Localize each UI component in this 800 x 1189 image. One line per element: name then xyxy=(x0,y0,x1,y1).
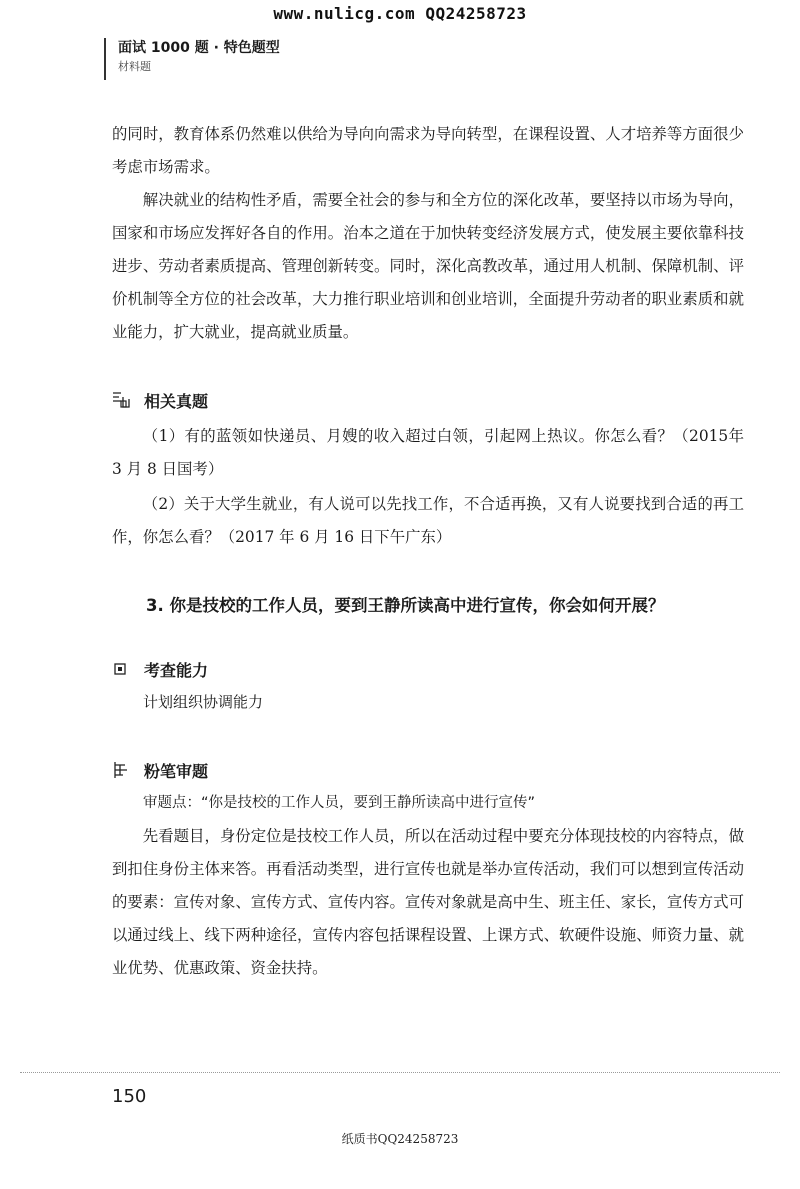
analysis-point: 审题点：“你是技校的工作人员，要到王静所读高中进行宣传” xyxy=(143,795,536,811)
related-item: （1）有的蓝领如快递员、月嫂的收入超过白领，引起网上热议。你怎么看？（2015年 3 月 8 日国考） xyxy=(112,427,744,478)
running-head xyxy=(104,38,280,80)
ability-section-header xyxy=(112,657,208,681)
grid-pen-icon xyxy=(112,761,130,779)
analysis-heading: 粉笔审题 xyxy=(144,761,209,781)
ability-value: 计划组织协调能力 xyxy=(143,693,264,711)
ability-heading: 考查能力 xyxy=(144,660,209,680)
footer-divider xyxy=(20,1072,780,1073)
question-title: 3. 你是技校的工作人员，要到王静所读高中进行宣传，你会如何开展？ xyxy=(146,596,665,615)
page-number: 150 xyxy=(112,1086,147,1107)
section-subtitle: 材料题 xyxy=(118,60,151,73)
related-section-header xyxy=(112,388,208,412)
analysis-paragraph: 先看题目，身份定位是技校工作人员，所以在活动过程中要充分体现技校的内容特点，做到扣住身份主体来答。再看活动类型，进行宣传也就是举办宣传活动，我们可以想到宣传活动的要素：宣传对象、宣传方式、宣传内容。宣传对象就是高中生、班主任、家长，宣传方式可以通过线上、线下两种途径，宣传内容包括课程设置、上课方式、软硬件设施、师资力量、就业优势、优惠政策、资金扶持。 xyxy=(112,827,744,977)
continuation-paragraph: 的同时，教育体系仍然难以供给为导向向需求为导向转型，在课程设置、人才培养等方面很少考虑市场需求。 xyxy=(112,125,744,176)
related-item: （2）关于大学生就业，有人说可以先找工作，不合适再换，又有人说要找到合适的再工作，你怎么看？（2017 年 6 月 16 日下午广东） xyxy=(112,495,744,546)
document-stack-icon xyxy=(112,391,130,409)
analysis-section-header xyxy=(112,758,208,782)
body-paragraph: 解决就业的结构性矛盾，需要全社会的参与和全方位的深化改革，要坚持以市场为导向，国家和市场应发挥好各自的作用。治本之道在于加快转变经济发展方式，使发展主要依靠科技进步、劳动者素质提高、管理创新转变。同时，深化高教改革，通过用人机制、保障机制、评价机制等全方位的社会改革，大力推行职业培训和创业培训，全面提升劳动者的职业素质和就业能力，扩大就业，提高就业质量。 xyxy=(112,191,744,341)
book-title: 面试 1000 题 · 特色题型 xyxy=(118,40,280,56)
square-box-icon xyxy=(112,660,130,678)
related-heading: 相关真题 xyxy=(144,391,209,411)
bottom-watermark: 纸质书QQ24258723 xyxy=(341,1132,459,1146)
top-watermark: www.nulicg.com QQ24258723 xyxy=(273,4,527,23)
